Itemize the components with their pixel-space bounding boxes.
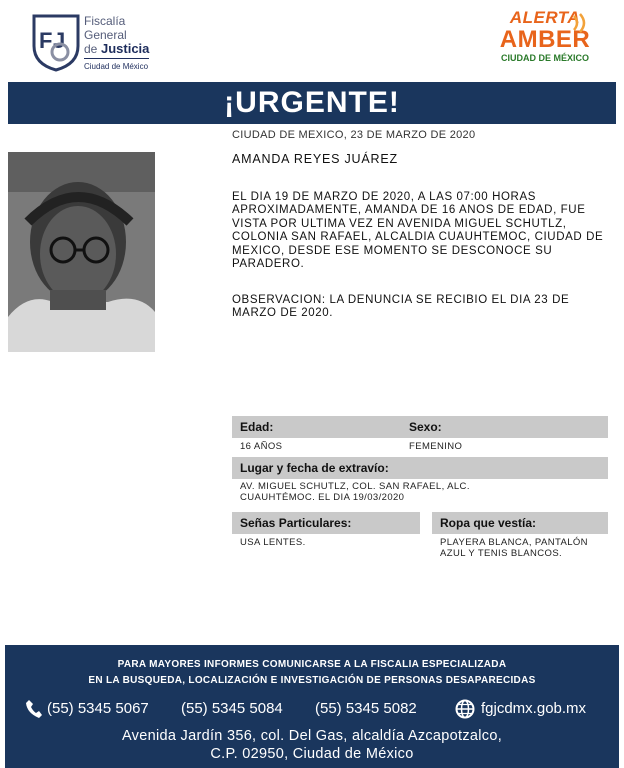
- fgj-shield-icon: [30, 12, 82, 72]
- website-link[interactable]: fgjcdmx.gob.mx: [481, 700, 587, 717]
- footer-line-1: PARA MAYORES INFORMES COMUNICARSE A LA FISCALIA ESPECIALIZADA: [117, 659, 507, 670]
- phone-number-3[interactable]: (55) 5345 5082: [315, 700, 417, 717]
- person-name: AMANDA REYES JUÁREZ: [232, 152, 398, 166]
- svg-text:F: F: [39, 28, 53, 53]
- fgj-line-3-bold: Justicia: [100, 41, 150, 56]
- urgent-banner: [8, 82, 616, 124]
- dateline: CIUDAD DE MEXICO, 23 DE MARZO DE 2020: [232, 129, 476, 141]
- age-value: 16 AÑOS: [240, 441, 283, 452]
- marks-value: USA LENTES.: [240, 537, 306, 548]
- marks-header: [232, 512, 420, 534]
- portrait-image: [8, 152, 155, 352]
- place-label: Lugar y fecha de extravío:: [240, 461, 389, 475]
- urgent-title: ¡URGENTE!: [224, 86, 400, 119]
- clothes-header: [432, 512, 608, 534]
- age-sex-header: [232, 416, 608, 438]
- case-description: EL DIA 19 DE MARZO DE 2020, A LAS 07:00 HORAS APROXIMADAMENTE, AMANDA DE 16 ANOS DE EDAD, FUE VISTA POR ULTIMA VEZ EN AVENIDA MIGUEL SCHUTLZ, COLONIA SAN RAFAEL, ALCALDIA CUAUHTEMOC, CIUDAD DE MEXICO, DESDE ESE MOMENTO SE DESCONOCE SU PARADERO.: [232, 191, 604, 271]
- age-label: Edad:: [240, 420, 274, 434]
- fgj-line-2: General: [84, 28, 127, 42]
- sex-value: FEMENINO: [409, 441, 463, 452]
- fgj-line-4: Ciudad de México: [84, 58, 149, 74]
- place-header: [232, 457, 608, 479]
- svg-text:J: J: [53, 28, 66, 53]
- phone-icon: [25, 699, 43, 719]
- contact-footer: [5, 645, 619, 768]
- signal-waves-icon: [570, 12, 594, 34]
- fgj-line-3-prefix: de: [84, 42, 98, 56]
- address-line-2: C.P. 02950, Ciudad de México: [210, 746, 414, 762]
- phone-row: [5, 698, 619, 720]
- footer-line-2: EN LA BUSQUEDA, LOCALIZACIÓN E INVESTIGACIÓN DE PERSONAS DESAPARECIDAS: [88, 675, 536, 686]
- clothes-label: Ropa que vestía:: [440, 516, 537, 530]
- fgj-logo: [30, 12, 190, 74]
- amber-line-2: AMBER: [499, 26, 591, 53]
- observation-note: OBSERVACION: LA DENUNCIA SE RECIBIO EL DIA 23 DE MARZO DE 2020.: [232, 294, 570, 320]
- amber-line-1: ALERTA: [509, 8, 581, 27]
- fgj-line-1: Fiscalía: [84, 14, 126, 28]
- place-value: AV. MIGUEL SCHUTLZ, COL. SAN RAFAEL, ALC. CUAUHTÉMOC. EL DIA 19/03/2020: [240, 481, 470, 503]
- alerta-amber-logo: [490, 8, 600, 74]
- address-line-1: Avenida Jardín 356, col. Del Gas, alcaldía Azcapotzalco,: [121, 728, 503, 744]
- phone-number-2[interactable]: (55) 5345 5084: [181, 700, 283, 717]
- clothes-value: PLAYERA BLANCA, PANTALÓN AZUL Y TENIS BLANCOS.: [440, 537, 588, 559]
- globe-icon: [455, 699, 475, 719]
- phone-number-1[interactable]: (55) 5345 5067: [47, 700, 149, 717]
- amber-line-3: CIUDAD DE MÉXICO: [500, 53, 589, 63]
- marks-label: Señas Particulares:: [240, 516, 352, 530]
- missing-person-photo: [8, 152, 155, 352]
- sex-label: Sexo:: [409, 420, 442, 434]
